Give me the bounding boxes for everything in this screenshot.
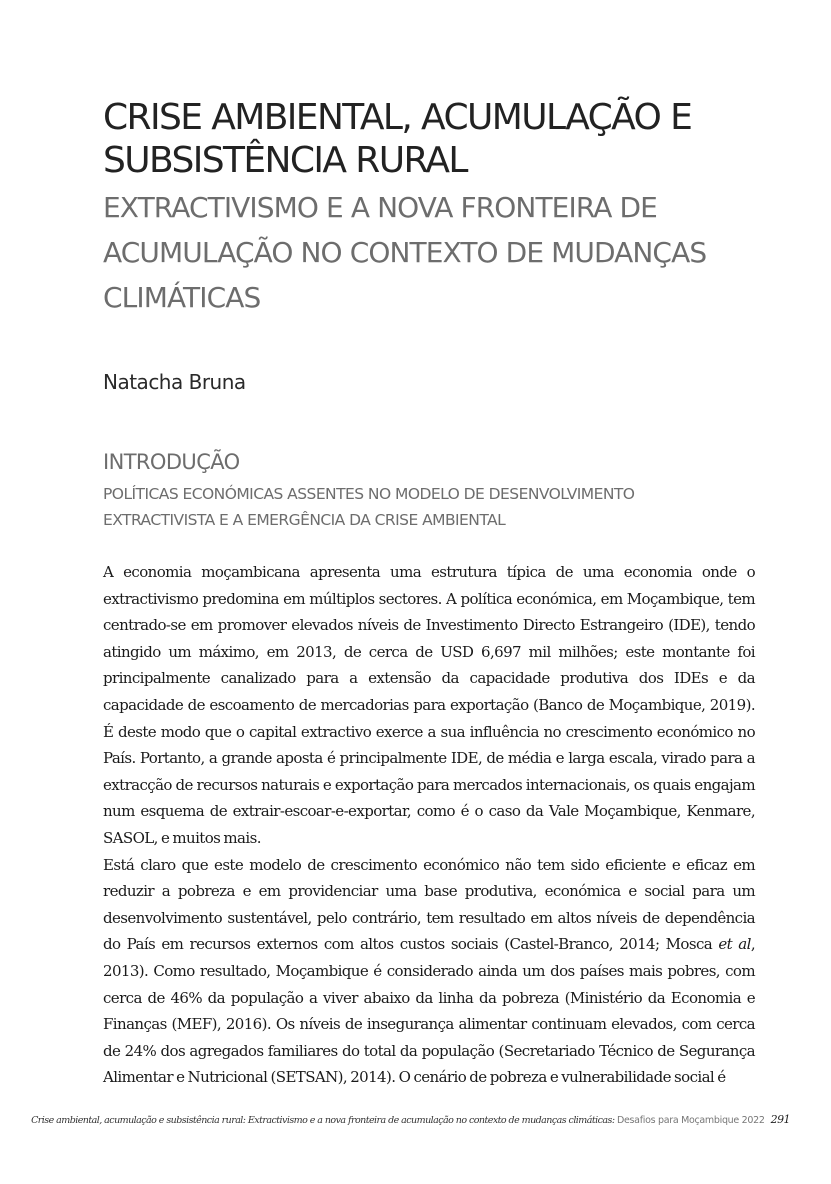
series-title: Desafios para Moçambique 2022 [616, 1115, 765, 1126]
paragraph-1: A economia moçambicana apresenta uma estrutura típica de uma economia onde o extractivismo predomina em múltiplos sectores. A política económica, em Moçambique, tem centrado-se em promover elevados níveis de Investimento Directo Estrangeiro (IDE), tendo atingido um máximo, em 2013, de cerca de USD 6,697 mil milhões; este montante foi principalmente canalizado para a extensão da capacidade produtiva dos IDEs e da capacidade de escoamento de mercadorias para exportação (Banco de Moçambique, 2019). É deste modo que o capital extractivo exerce a sua influência no crescimento económico no País. Portanto, a grande aposta é principalmente IDE, de média e larga escala, virado para a extracção de recursos naturais e exportação para mercados internacionais, os quais engajam num esquema de extrair-escoar-e-exportar, como é o caso da Vale Moçambique, Kenmare, SASOL, e muitos mais. [103, 563, 755, 847]
body-text [103, 559, 755, 1091]
page-footer [30, 1113, 790, 1126]
chapter-subtitle: EXTRACTIVISMO E A NOVA FRONTEIRA DE ACUMULAÇÃO NO CONTEXTO DE MUDANÇAS CLIMÁTICAS [103, 191, 707, 314]
paragraph-2-text-b: , 2013). Como resultado, Moçambique é considerado ainda um dos países mais pobres, com cerca de 46% da população a viver abaixo da linha da pobreza (Ministério da Economia e Finanças (MEF), 2016). Os níveis de insegurança alimentar continuam elevados, com cerca de 24% dos agregados familiares do total da população (Secretariado Técnico de Segurança Alimentar e Nutricional (SETSAN), 2014). O cenário de pobreza e vulnerabilidade social é [103, 935, 755, 1087]
page-number: 291 [770, 1113, 790, 1126]
section-subheading: POLÍTICAS ECONÓMICAS ASSENTES NO MODELO DE DESENVOLVIMENTO EXTRACTIVISTA E A EMERGÊNCIA DA CRISE AMBIENTAL [103, 485, 635, 529]
paragraph-2-italic: et al [718, 935, 751, 954]
footer-separator: : [611, 1115, 617, 1126]
running-title: Crise ambiental, acumulação e subsistência rural: Extractivismo e a nova fronteira de acumulação no contexto de mudanças climáticas [31, 1115, 612, 1126]
paragraph-2-text-a: Está claro que este modelo de crescimento económico não tem sido eficiente e eficaz em reduzir a pobreza e em providenciar uma base produtiva, económica e social para um desenvolvimento sustentável, pelo contrário, tem resultado em altos níveis de dependência do País em recursos externos com altos custos sociais (Castel-Branco, 2014; Mosca [103, 855, 755, 954]
section-heading: INTRODUÇÃO [103, 450, 240, 474]
paragraph-2 [103, 852, 755, 1091]
author-name: Natacha Bruna [103, 370, 246, 394]
chapter-title: CRISE AMBIENTAL, ACUMULAÇÃO E SUBSISTÊNCIA RURAL [103, 97, 692, 181]
